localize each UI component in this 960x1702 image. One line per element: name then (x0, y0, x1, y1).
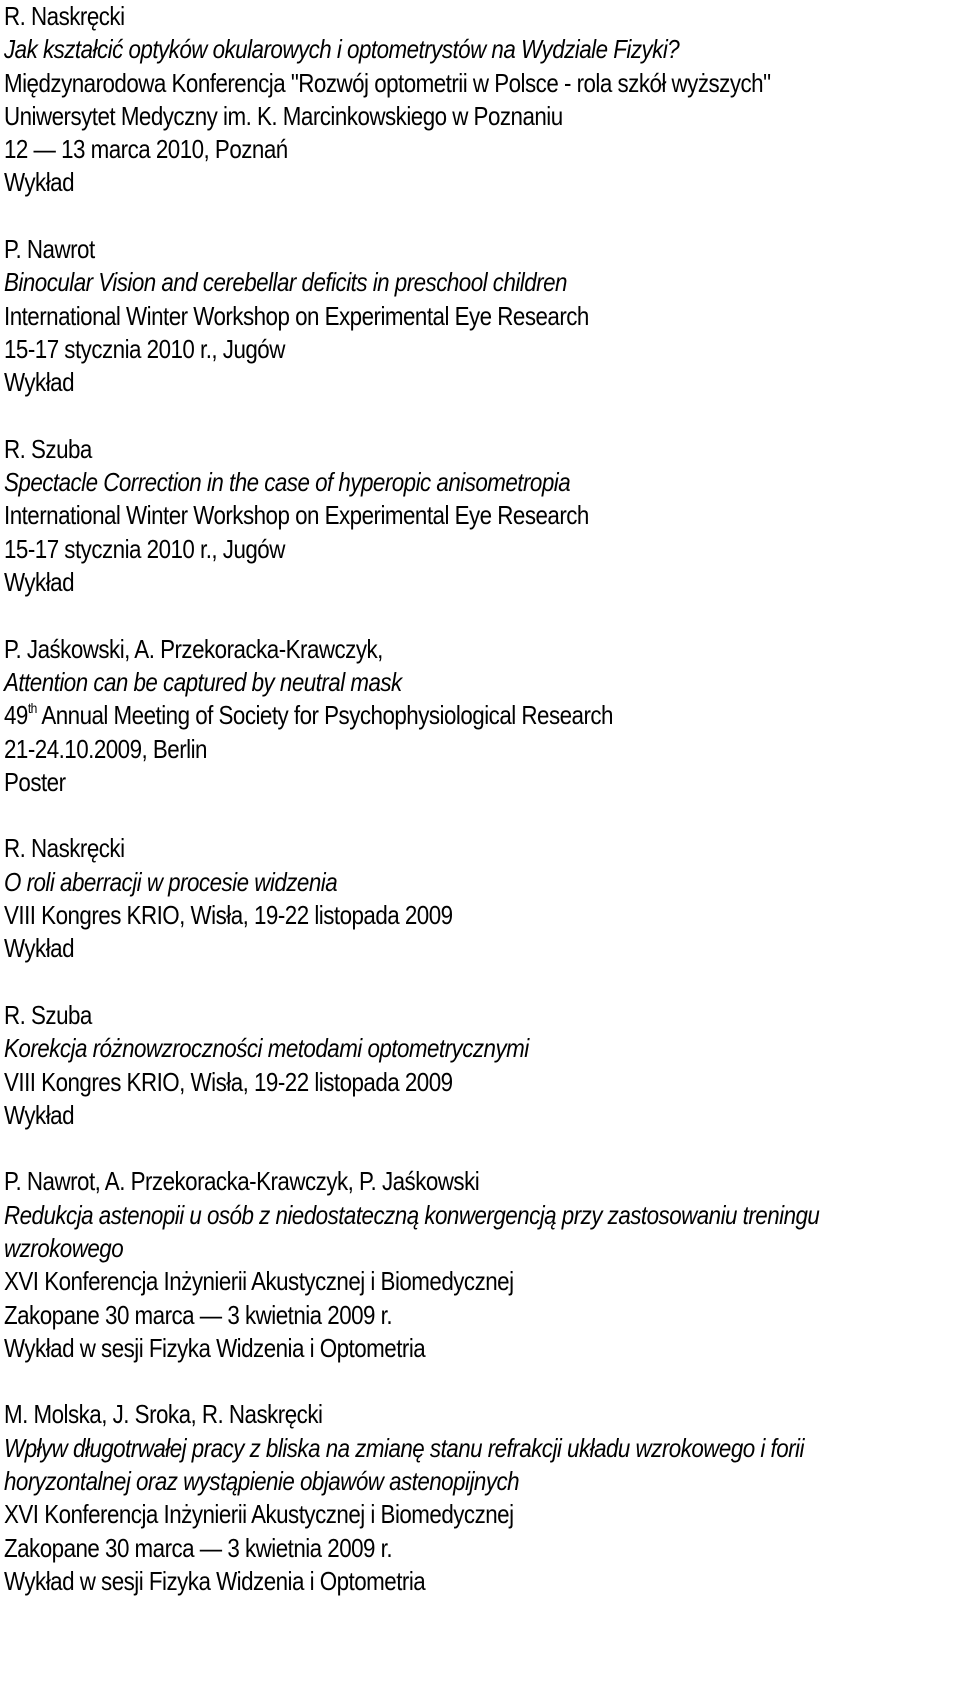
entry-type: Wykład w sesji Fizyka Widzenia i Optometria (4, 1565, 426, 1596)
entry-title: Attention can be captured by neutral mask (4, 666, 402, 697)
entry-title: Spectacle Correction in the case of hyperopic anisometropia (4, 467, 571, 498)
entry-title: Jak kształcić optyków okularowych i optometrystów na Wydziale Fizyki? (4, 34, 680, 65)
entry-title: Binocular Vision and cerebellar deficits in preschool children (4, 267, 567, 298)
publication-entry (4, 832, 954, 965)
entry-type: Wykład (4, 367, 75, 398)
entry-authors: R. Szuba (4, 999, 92, 1030)
entry-authors: P. Nawrot, A. Przekoracka-Krawczyk, P. Jaśkowski (4, 1166, 480, 1197)
entry-authors: R. Szuba (4, 433, 92, 464)
entry-separator (4, 400, 954, 433)
entry-separator (4, 599, 954, 632)
entry-date: Zakopane 30 marca — 3 kwietnia 2009 r. (4, 1532, 393, 1563)
publication-list (4, 0, 954, 1598)
entry-title: Wpływ długotrwałej pracy z bliska na zmianę stanu refrakcji układu wzrokowego i forii (4, 1432, 804, 1463)
entry-type: Wykład (4, 567, 75, 598)
publication-entry (4, 0, 954, 200)
entry-type: Wykład (4, 1099, 75, 1130)
entry-venue: Uniwersytet Medyczny im. K. Marcinkowskiego w Poznaniu (4, 100, 563, 131)
entry-separator (4, 1132, 954, 1165)
publication-entry (4, 1165, 954, 1365)
meeting-name: Annual Meeting of Society for Psychophysiological Research (36, 700, 613, 731)
entry-authors: R. Naskręcki (4, 833, 125, 864)
entry-conference: VIII Kongres KRIO, Wisła, 19-22 listopada 2009 (4, 1066, 453, 1097)
entry-authors: P. Jaśkowski, A. Przekoracka-Krawczyk, (4, 633, 383, 664)
entry-authors: R. Naskręcki (4, 1, 125, 31)
entry-conference: Międzynarodowa Konferencja "Rozwój optometrii w Polsce - rola szkół wyższych" (4, 67, 771, 98)
entry-type: Wykład w sesji Fizyka Widzenia i Optometria (4, 1332, 426, 1363)
entry-conference: VIII Kongres KRIO, Wisła, 19-22 listopada 2009 (4, 900, 453, 931)
entry-separator (4, 966, 954, 999)
entry-authors: P. Nawrot (4, 234, 95, 265)
publication-entry (4, 633, 954, 799)
entry-date: 21-24.10.2009, Berlin (4, 733, 207, 764)
entry-title: Redukcja astenopii u osób z niedostateczną konwergencją przy zastosowaniu treningu (4, 1199, 820, 1230)
entry-type: Poster (4, 766, 66, 797)
entry-conference (4, 699, 821, 732)
entry-authors: M. Molska, J. Sroka, R. Naskręcki (4, 1399, 323, 1430)
entry-conference: XVI Konferencja Inżynierii Akustycznej i Biomedycznej (4, 1266, 514, 1297)
entry-type: Wykład (4, 167, 75, 198)
entry-date: 12 — 13 marca 2010, Poznań (4, 134, 288, 165)
entry-title: Korekcja różnowzroczności metodami optometrycznymi (4, 1033, 529, 1064)
entry-title-continued: horyzontalnej oraz wystąpienie objawów astenopijnych (4, 1466, 520, 1497)
entry-conference: International Winter Workshop on Experimental Eye Research (4, 500, 589, 531)
publication-entry (4, 433, 954, 599)
entry-separator (4, 799, 954, 832)
meeting-number-suffix: th (27, 700, 37, 717)
entry-date: 15-17 stycznia 2010 r., Jugów (4, 333, 285, 364)
entry-date: 15-17 stycznia 2010 r., Jugów (4, 533, 285, 564)
entry-separator (4, 1365, 954, 1398)
entry-conference: XVI Konferencja Inżynierii Akustycznej i Biomedycznej (4, 1499, 514, 1530)
entry-title: O roli aberracji w procesie widzenia (4, 866, 338, 897)
entry-separator (4, 200, 954, 233)
entry-date: Zakopane 30 marca — 3 kwietnia 2009 r. (4, 1299, 393, 1330)
publication-entry (4, 233, 954, 399)
entry-conference: International Winter Workshop on Experimental Eye Research (4, 300, 589, 331)
entry-type: Wykład (4, 933, 75, 964)
meeting-number: 49 (4, 700, 28, 731)
publication-entry (4, 1398, 954, 1598)
publication-entry (4, 999, 954, 1132)
entry-title-continued: wzrokowego (4, 1232, 124, 1263)
